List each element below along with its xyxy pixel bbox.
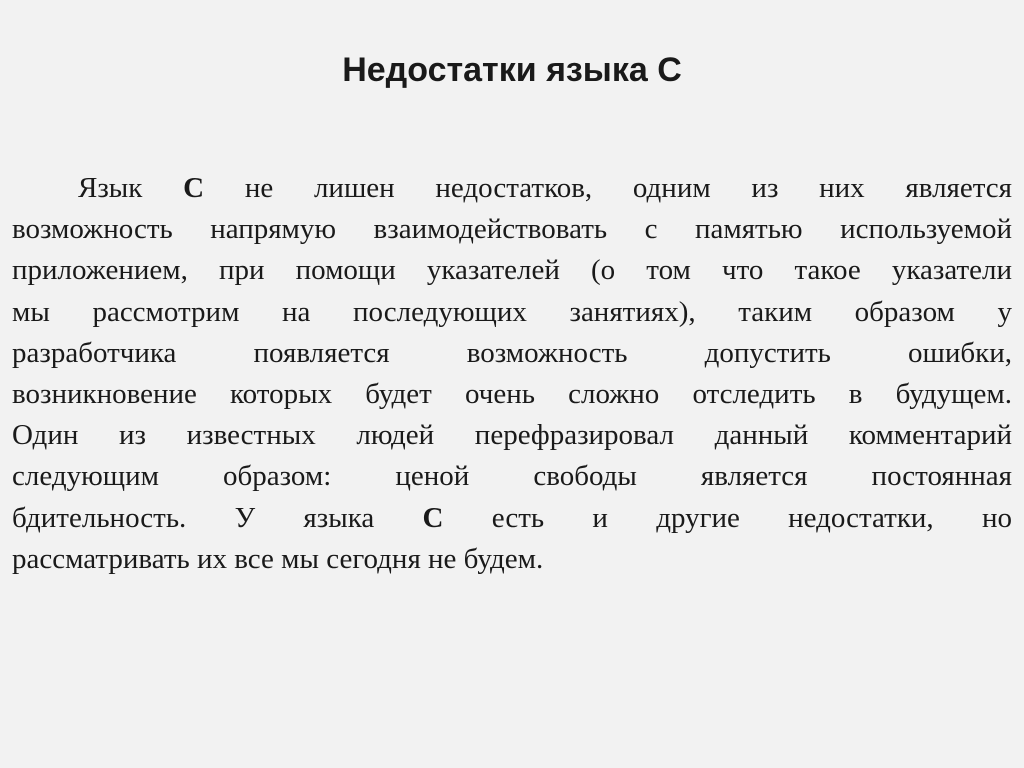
paragraph-line-9 <box>12 498 1012 539</box>
body-paragraph <box>12 168 1012 580</box>
paragraph-line-4: мы рассмотрим на последующих занятиях), таким образом у <box>12 295 1012 328</box>
paragraph-line-3: приложением, при помощи указателей (о том что такое указатели <box>12 254 1012 287</box>
paragraph-line-10: рассматривать их все мы сегодня не будем. <box>12 542 544 575</box>
line-9-end: есть и другие недостатки, но <box>443 501 1012 534</box>
slide-title: Недостатки языка С <box>342 51 682 89</box>
paragraph-line-7: Один из известных людей перефразировал данный комментарий <box>12 419 1012 452</box>
paragraph-line-2: возможность напрямую взаимодействовать с памятью используемой <box>12 213 1012 246</box>
paragraph-line-1 <box>12 168 1012 209</box>
language-name-c-2: С <box>422 501 444 534</box>
line-9-start: бдительность. У языка <box>12 501 423 534</box>
line-1-end: не лишен недостатков, одним из них является <box>204 172 1012 204</box>
paragraph-line-6: возникновение которых будет очень сложно отследить в будущем. <box>12 378 1012 411</box>
line-1-start: Язык <box>78 172 184 204</box>
paragraph-line-8: следующим образом: ценой свободы является постоянная <box>12 460 1012 493</box>
paragraph-line-5: разработчика появляется возможность допустить ошибки, <box>12 336 1012 369</box>
language-name-c: С <box>183 172 205 204</box>
